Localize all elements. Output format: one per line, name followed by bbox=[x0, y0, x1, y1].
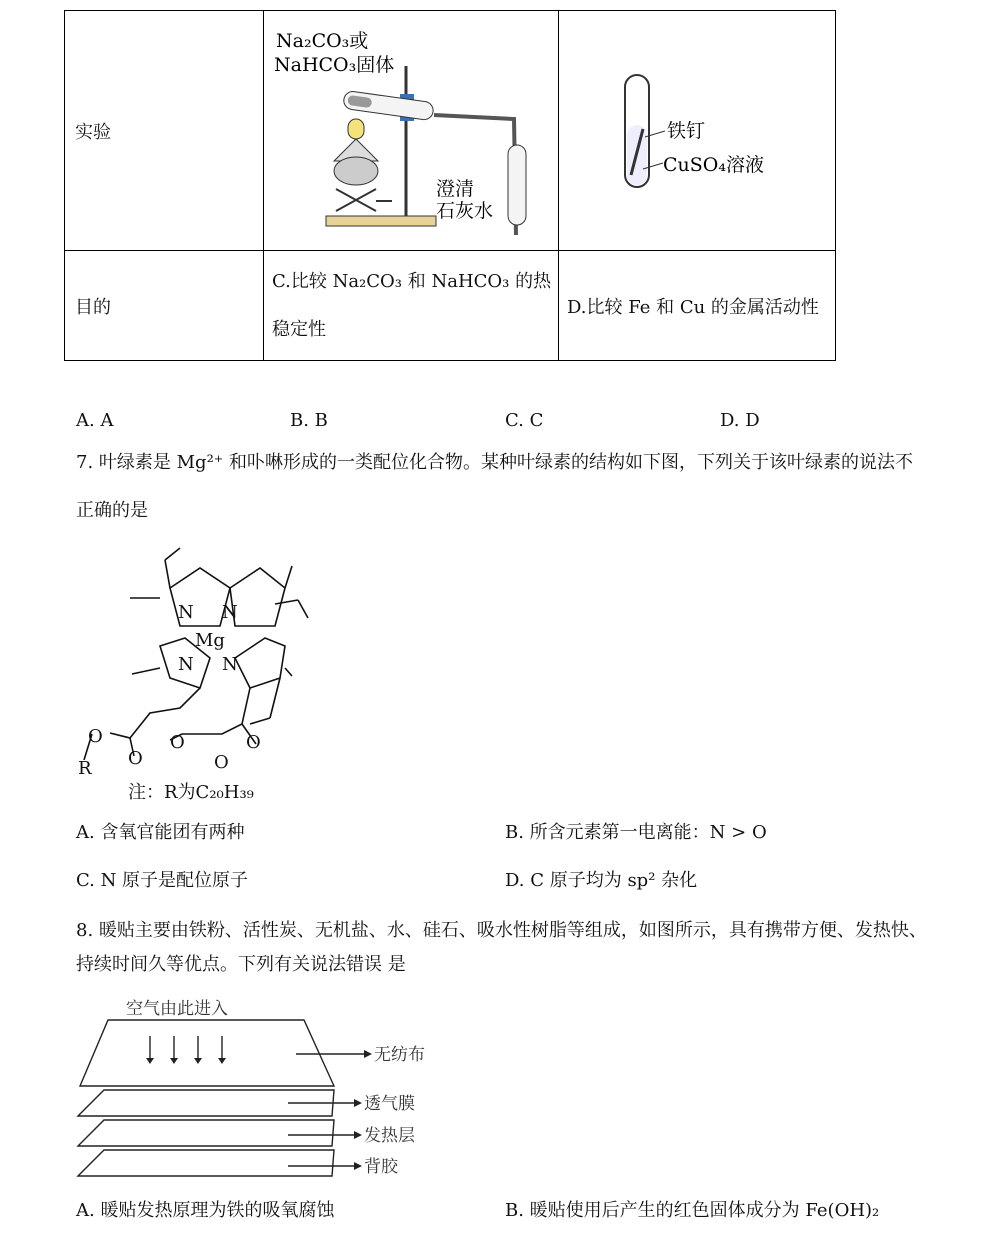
svg-text:O: O bbox=[88, 726, 103, 747]
svg-text:N: N bbox=[178, 654, 194, 675]
svg-text:O: O bbox=[128, 748, 143, 769]
r-group-note: 注：R为C₂₀H₃₉ bbox=[128, 782, 254, 803]
svg-text:Mg: Mg bbox=[195, 630, 225, 651]
label-adhesive: 背胶 bbox=[364, 1157, 398, 1177]
svg-text:O: O bbox=[246, 732, 261, 753]
svg-text:N: N bbox=[222, 602, 238, 623]
q7-choice-b: B. 所含元素第一电离能：N > O bbox=[505, 822, 767, 843]
q7-choice-a: A. 含氧官能团有两种 bbox=[76, 822, 245, 843]
limewater-tube bbox=[508, 145, 526, 225]
q8-choice-a: A. 暖贴发热原理为铁的吸氧腐蚀 bbox=[76, 1200, 335, 1221]
q6-choice-a: A. A bbox=[76, 410, 114, 431]
solution-label: CuSO₄溶液 bbox=[663, 154, 764, 176]
svg-text:N: N bbox=[178, 602, 194, 623]
q6-choice-d: D. D bbox=[720, 410, 760, 431]
q8-stem-line1: 8. 暖贴主要由铁粉、活性炭、无机盐、水、硅石、吸水性树脂等组成，如图所示，具有携带方便、发热快、 bbox=[76, 920, 927, 941]
svg-text:N: N bbox=[222, 654, 238, 675]
row-label-purpose: 目的 bbox=[65, 251, 264, 361]
reagent-label-2: NaHCO₃固体 bbox=[274, 54, 395, 76]
svg-text:O: O bbox=[170, 732, 185, 753]
limewater-label-1: 澄清 bbox=[436, 178, 475, 200]
row-label-experiment: 实验 bbox=[65, 11, 264, 251]
heating-apparatus-diagram bbox=[264, 11, 558, 245]
layer-adhesive bbox=[78, 1150, 334, 1176]
heated-test-tube bbox=[343, 90, 435, 120]
limewater-label-2: 石灰水 bbox=[436, 200, 494, 222]
q7-choice-d: D. C 原子均为 sp² 杂化 bbox=[505, 870, 698, 891]
flame bbox=[348, 119, 364, 139]
warm-patch-diagram bbox=[76, 990, 436, 1190]
svg-text:R: R bbox=[78, 758, 92, 779]
label-nonwoven: 无纺布 bbox=[374, 1045, 425, 1065]
reagent-label-1: Na₂CO₃或 bbox=[276, 30, 369, 52]
q6-choice-c: C. C bbox=[505, 410, 544, 431]
apparatus-c-cell bbox=[264, 11, 559, 251]
air-inlet-label: 空气由此进入 bbox=[126, 999, 228, 1019]
label-heating: 发热层 bbox=[364, 1126, 415, 1146]
q7-stem-line2: 正确的是 bbox=[76, 500, 148, 521]
q6-choice-b: B. B bbox=[290, 410, 328, 431]
layer-nonwoven bbox=[80, 1020, 334, 1086]
q7-stem-line1: 7. 叶绿素是 Mg²⁺ 和卟啉形成的一类配位化合物。某种叶绿素的结构如下图，下列关于该叶绿素的说法不 bbox=[76, 452, 914, 473]
experiment-table bbox=[64, 10, 836, 361]
q7-choice-c: C. N 原子是配位原子 bbox=[76, 870, 249, 891]
purpose-c bbox=[264, 251, 559, 361]
purpose-c-line1: C.比较 Na₂CO₃ 和 NaHCO₃ 的热 bbox=[272, 270, 552, 292]
purpose-c-line2: 稳定性 bbox=[272, 318, 326, 340]
stand-base bbox=[326, 216, 436, 226]
apparatus-d-cell bbox=[559, 11, 836, 251]
purpose-d: D.比较 Fe 和 Cu 的金属活动性 bbox=[559, 251, 836, 361]
chlorophyll-structure bbox=[70, 538, 320, 810]
alcohol-lamp bbox=[334, 157, 378, 185]
layer-heating bbox=[78, 1120, 334, 1146]
svg-text:O: O bbox=[214, 752, 229, 773]
nail-in-solution-diagram bbox=[559, 11, 835, 245]
label-film: 透气膜 bbox=[364, 1094, 415, 1114]
q8-choice-b: B. 暖贴使用后产生的红色固体成分为 Fe(OH)₂ bbox=[505, 1200, 880, 1221]
q8-stem-line2: 持续时间久等优点。下列有关说法错误 是 bbox=[76, 954, 406, 975]
nail-label: 铁钉 bbox=[667, 120, 706, 142]
